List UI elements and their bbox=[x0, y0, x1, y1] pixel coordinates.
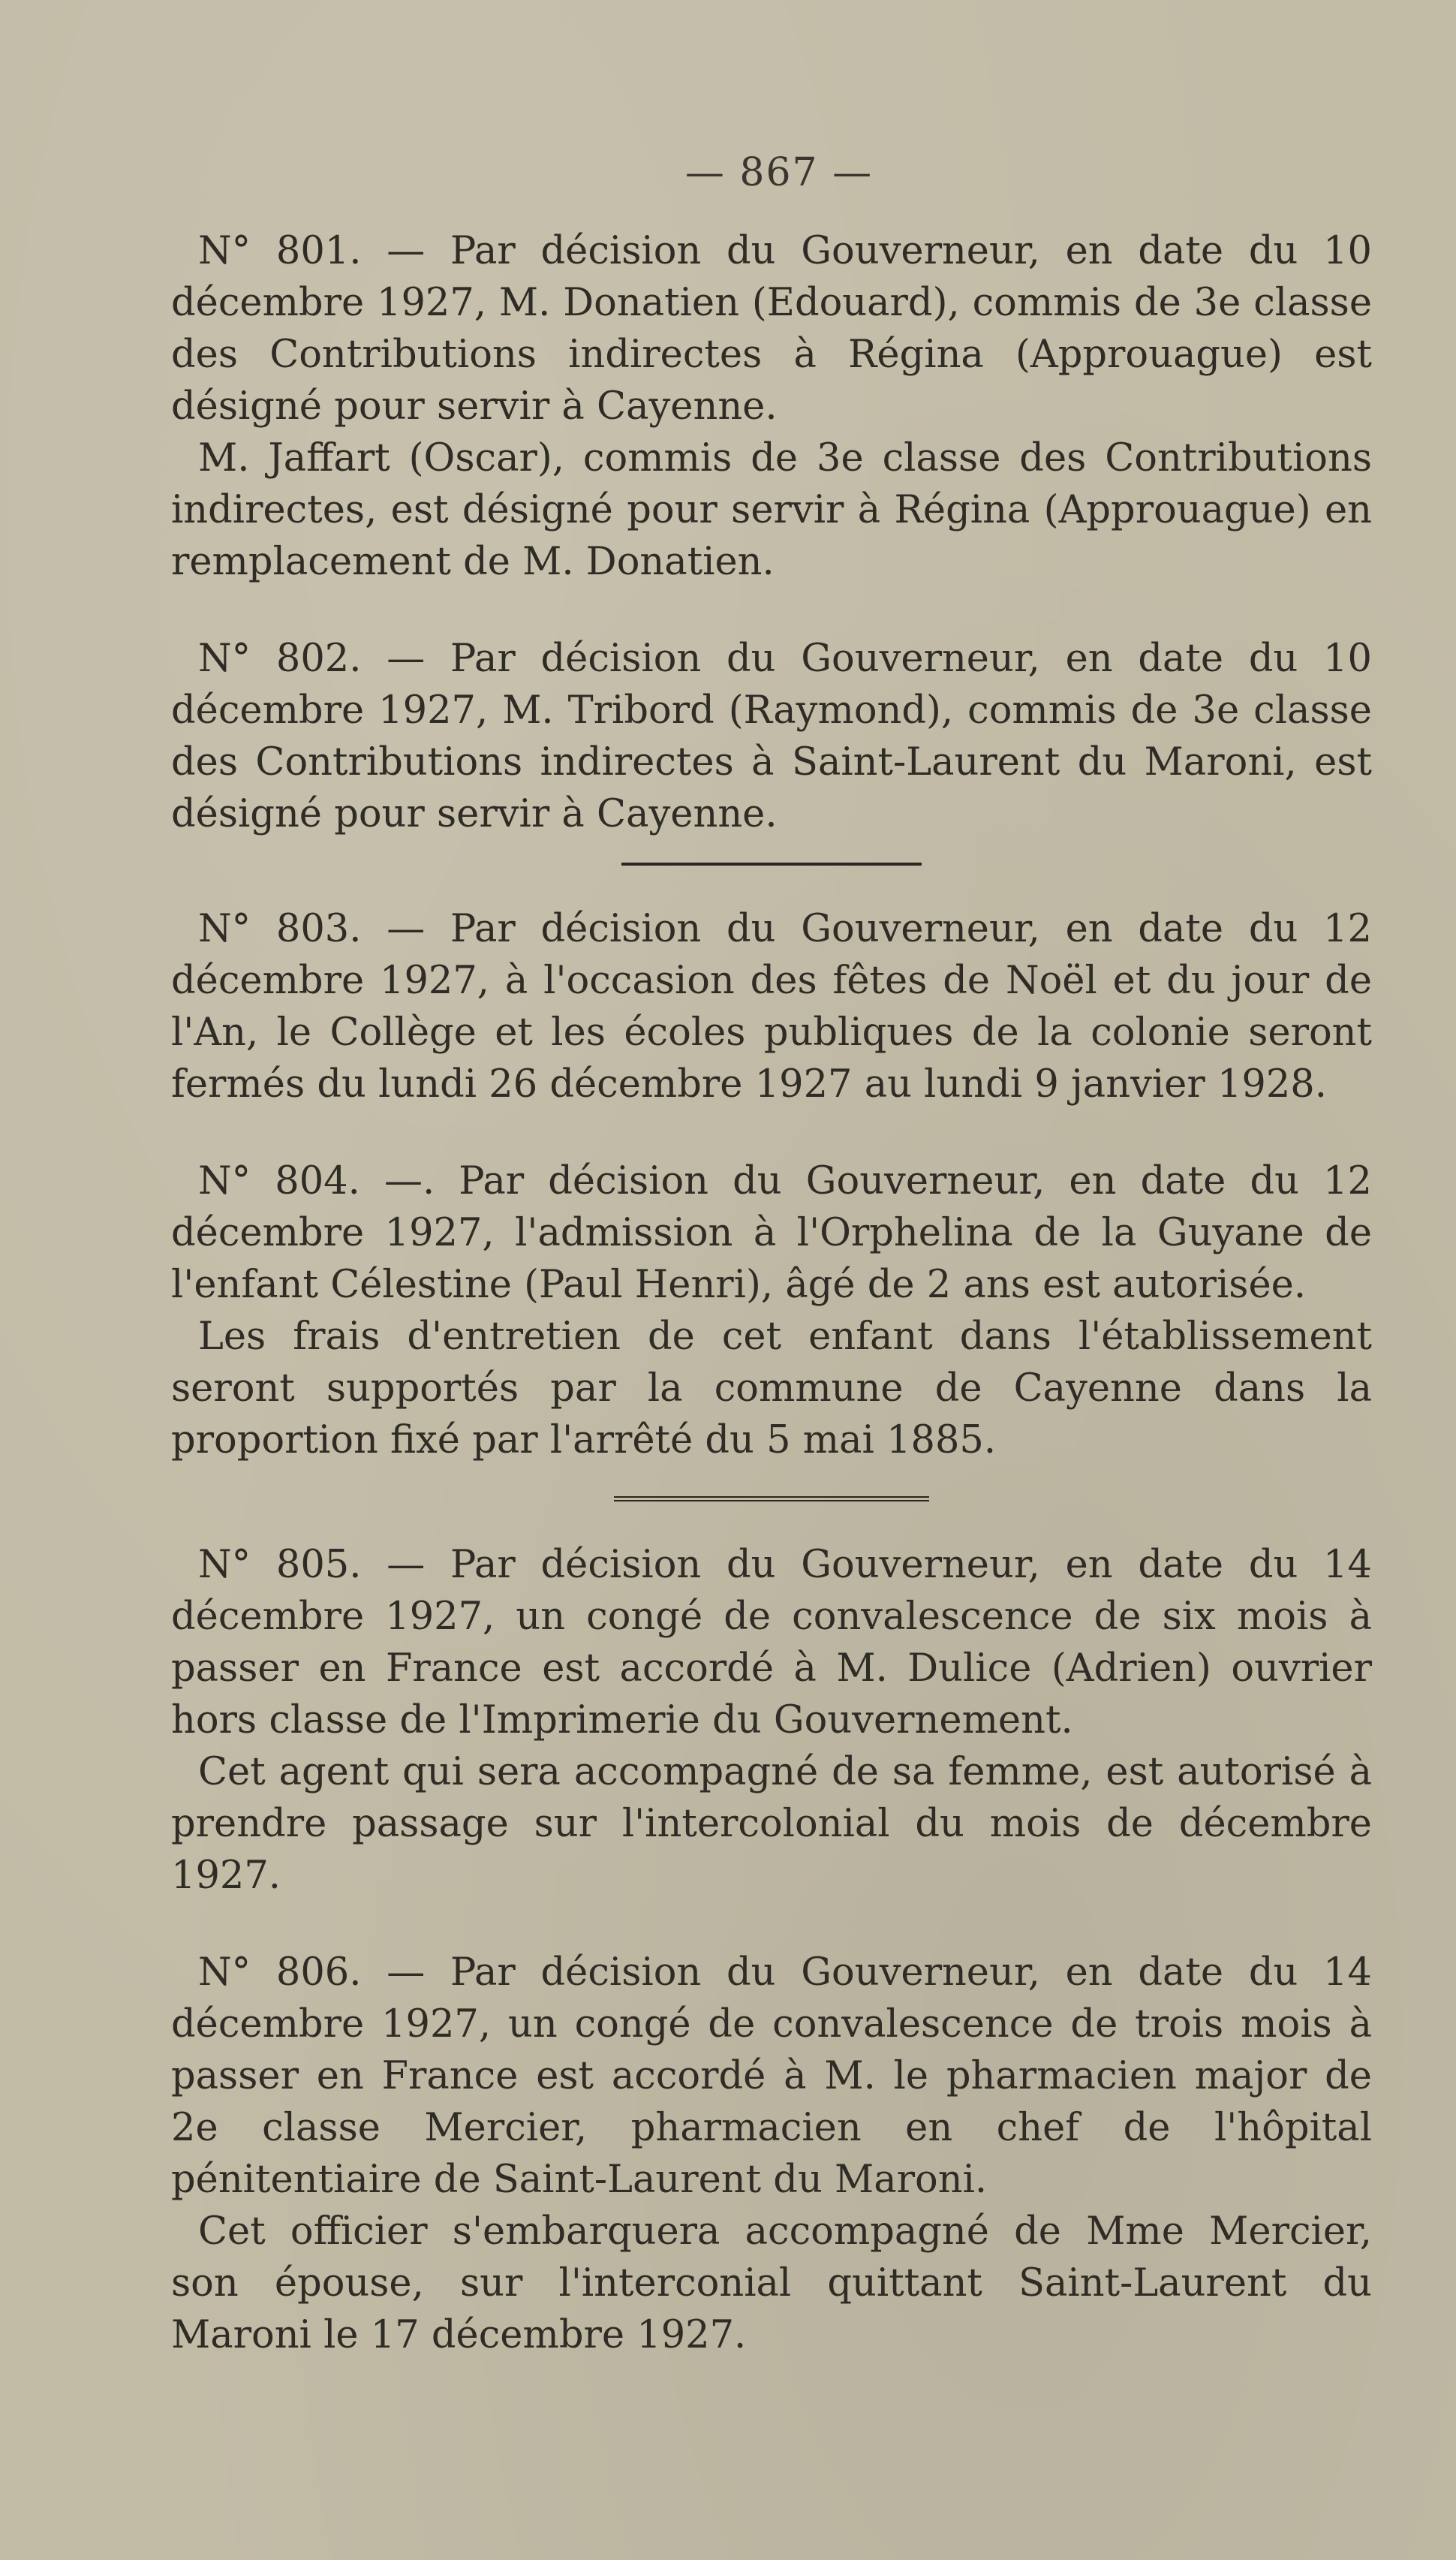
entry-805-paragraph-1: N° 805. — Par décision du Gouverneur, en date du 14 décembre 1927, un congé de convalescence de six mois à passer en France est accordé à M. Dulice (Adrien) ouvrier hors classe de l'Imprimerie du Gouvernement. bbox=[171, 1543, 1372, 1742]
entry-804-paragraph-1: N° 804. —. Par décision du Gouverneur, en date du 12 décembre 1927, l'admission à l'Orphelina de la Guyane de l'enfant Célestine (Paul Henri), âgé de 2 ans est autorisée. bbox=[171, 1159, 1372, 1307]
entry-806 bbox=[171, 1947, 1372, 2361]
document-page bbox=[171, 150, 1372, 2361]
entry-806-paragraph-1: N° 806. — Par décision du Gouverneur, en date du 14 décembre 1927, un congé de convalescence de trois mois à passer en France est accordé à M. le pharmacien major de 2e classe Mercier, pharmacien en chef de l'hôpital pénitentiaire de Saint-Laurent du Maroni. bbox=[171, 1950, 1372, 2202]
entry-806-paragraph-2: Cet officier s'embarquera accompagné de Mme Mercier, son épouse, sur l'interconial quittant Saint-Laurent du Maroni le 17 décembre 1927. bbox=[171, 2209, 1372, 2357]
entry-805 bbox=[171, 1539, 1372, 1902]
page-number: — 867 — bbox=[684, 150, 874, 195]
entry-803 bbox=[171, 903, 1372, 1110]
entry-801-paragraph-1: N° 801. — Par décision du Gouverneur, en date du 10 décembre 1927, M. Donatien (Edouard), commis de 3e classe des Contributions indirectes à Régina (Approuague) est désigné pour servir à Cayenne. bbox=[171, 229, 1372, 429]
entry-801-paragraph-2: M. Jaffart (Oscar), commis de 3e classe des Contributions indirectes, est désigné pour servir à Régina (Approuague) en remplacement de M. Donatien. bbox=[171, 436, 1372, 584]
entry-804-paragraph-2: Les frais d'entretien de cet enfant dans l'établissement seront supportés par la commune de Cayenne dans la proportion fixé par l'arrêté du 5 mai 1885. bbox=[171, 1315, 1372, 1462]
separator-rule bbox=[621, 863, 922, 866]
entry-805-paragraph-2: Cet agent qui sera accompagné de sa femme, est autorisé à prendre passage sur l'intercolonial du mois de décembre 1927. bbox=[171, 1750, 1372, 1898]
entry-804 bbox=[171, 1155, 1372, 1466]
separator-double-rule bbox=[614, 1496, 929, 1501]
entry-802-paragraph-1: N° 802. — Par décision du Gouverneur, en date du 10 décembre 1927, M. Tribord (Raymond), commis de 3e classe des Contributions indirectes à Saint-Laurent du Maroni, est désigné pour servir à Cayenne. bbox=[171, 637, 1372, 836]
entry-801 bbox=[171, 225, 1372, 588]
entry-803-paragraph-1: N° 803. — Par décision du Gouverneur, en date du 12 décembre 1927, à l'occasion des fêtes de Noël et du jour de l'An, le Collège et les écoles publiques de la colonie seront fermés du lundi 26 décembre 1927 au lundi 9 janvier 1928. bbox=[171, 907, 1372, 1107]
entry-802 bbox=[171, 633, 1372, 840]
